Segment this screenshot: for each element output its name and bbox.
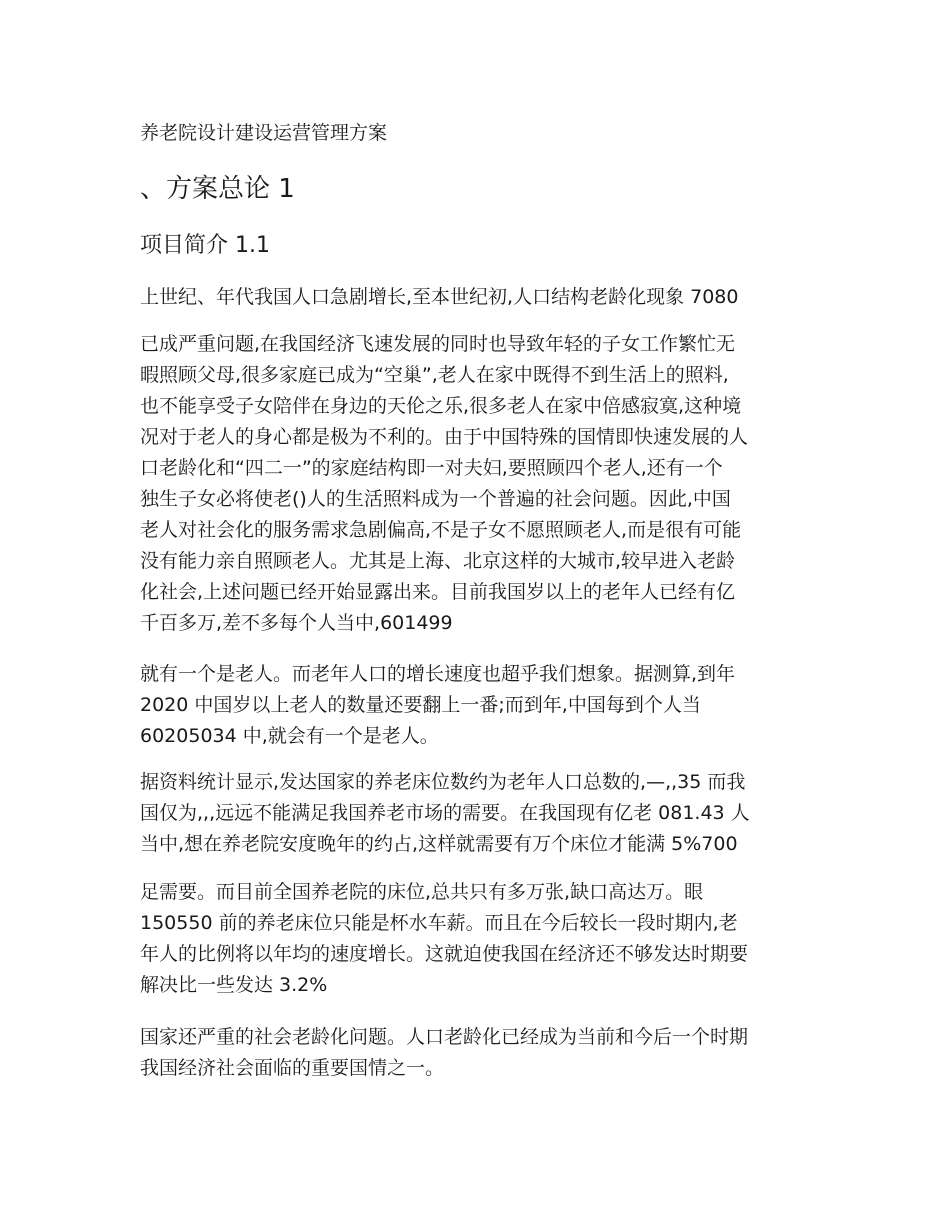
paragraph-line: 据资料统计显示,发达国家的养老床位数约为老年人口总数的,—,,35 而我 bbox=[140, 771, 746, 793]
document-title: 养老院设计建设运营管理方案 bbox=[140, 122, 388, 144]
paragraph-line: 暇照顾父母,很多家庭已成为“空巢”,老人在家中既得不到生活上的照料, bbox=[140, 364, 729, 386]
paragraph-5 bbox=[140, 877, 748, 1001]
paragraph-line: 口老龄化和“四二一”的家庭结构即一对夫妇,要照顾四个老人,还有一个 bbox=[140, 457, 723, 479]
paragraph-line: 解决比一些发达 3.2% bbox=[140, 974, 328, 996]
paragraph-line: 国仅为,,,远远不能满足我国养老市场的需要。在我国现有亿老 081.43 人 bbox=[140, 802, 750, 824]
paragraph-line: 当中,想在养老院安度晚年的约占,这样就需要有万个床位才能满 5%700 bbox=[140, 833, 738, 855]
paragraph-line: 况对于老人的身心都是极为不利的。由于中国特殊的国情即快速发展的人 bbox=[140, 426, 749, 448]
section-heading: 、方案总论 1 bbox=[140, 174, 295, 204]
paragraph-line: 我国经济社会面临的重要国情之一。 bbox=[140, 1057, 445, 1079]
paragraph-3 bbox=[140, 659, 735, 752]
paragraph-line: 就有一个是老人。而老年人口的增长速度也超乎我们想象。据测算,到年 bbox=[140, 663, 736, 685]
paragraph-line: 国家还严重的社会老龄化问题。人口老龄化已经成为当前和今后一个时期 bbox=[140, 1026, 749, 1048]
paragraph-line: 独生子女必将使老()人的生活照料成为一个普遍的社会问题。因此,中国 bbox=[140, 488, 731, 510]
paragraph-1 bbox=[140, 282, 738, 313]
paragraph-4 bbox=[140, 767, 750, 860]
paragraph-line: 上世纪、年代我国人口急剧增长,至本世纪初,人口结构老龄化现象 7080 bbox=[140, 286, 739, 308]
paragraph-line: 2020 中国岁以上老人的数量还要翻上一番;而到年,中国每到个人当 bbox=[140, 694, 701, 716]
paragraph-line: 足需要。而目前全国养老院的床位,总共只有多万张,缺口高达万。眼 bbox=[140, 881, 704, 903]
paragraph-line: 也不能享受子女陪伴在身边的天伦之乐,很多老人在家中倍感寂寞,这种境 bbox=[140, 395, 742, 417]
paragraph-line: 千百多万,差不多每个人当中,601499 bbox=[140, 612, 453, 634]
paragraph-line: 老人对社会化的服务需求急剧偏高,不是子女不愿照顾老人,而是很有可能 bbox=[140, 519, 742, 541]
paragraph-line: 年人的比例将以年均的速度增长。这就迫使我国在经济还不够发达时期要 bbox=[140, 943, 749, 965]
paragraph-line: 已成严重问题,在我国经济飞速发展的同时也导致年轻的子女工作繁忙无 bbox=[140, 333, 736, 355]
paragraph-line: 150550 前的养老床位只能是杯水车薪。而且在今后较长一段时期内,老 bbox=[140, 912, 738, 934]
paragraph-line: 60205034 中,就会有一个是老人。 bbox=[140, 725, 439, 747]
paragraph-6 bbox=[140, 1022, 748, 1084]
paragraph-2 bbox=[140, 329, 748, 639]
paragraph-line: 化社会,上述问题已经开始显露出来。目前我国岁以上的老年人已经有亿 bbox=[140, 581, 736, 603]
paragraph-line: 没有能力亲自照顾老人。尤其是上海、北京这样的大城市,较早进入老龄 bbox=[140, 550, 736, 572]
subsection-heading: 项目简介 1.1 bbox=[140, 233, 270, 258]
